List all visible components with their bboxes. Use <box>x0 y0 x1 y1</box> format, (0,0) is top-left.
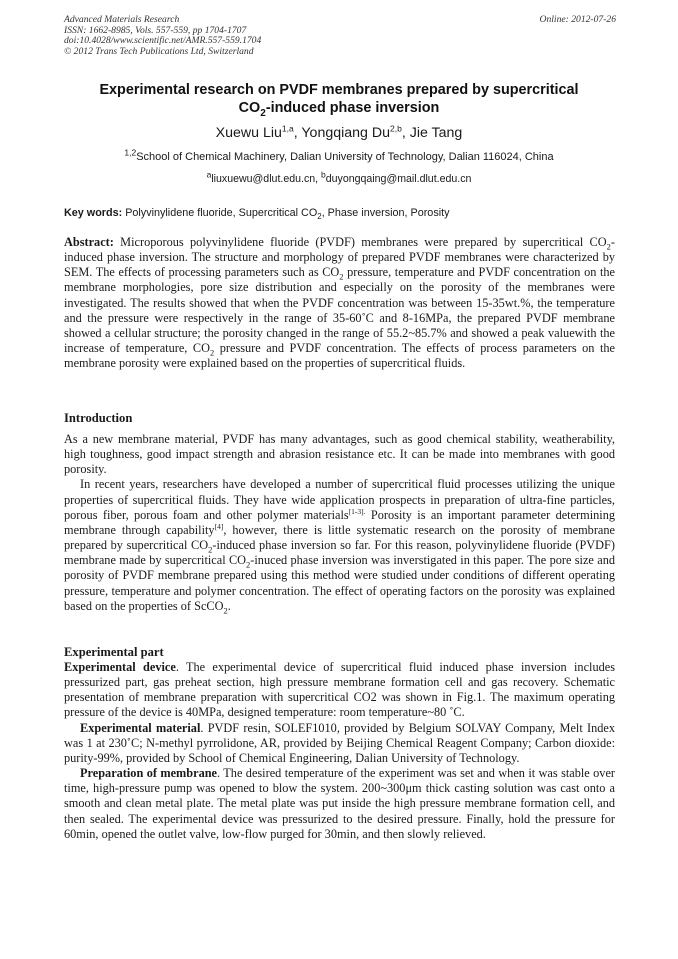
affiliation-text: School of Chemical Machinery, Dalian University of Technology, Dalian 116024, China <box>136 151 554 163</box>
abstract-text-4: pressure and PVDF concentration. The effects of process parameters on the membrane porosity were explained based on the properties of supercritical fluids. <box>64 341 616 371</box>
subscript: 2 <box>209 347 215 358</box>
title-line-1: Experimental research on PVDF membranes prepared by supercritical <box>99 82 579 98</box>
device-label: Experimental device <box>64 660 176 674</box>
author-1-mark: 1,a <box>281 123 294 134</box>
abstract-text-2: -induced phase inversion. The structure and morphology of prepared PVDF membranes were characterized by SEM. The effects of processing parameters such as CO <box>64 235 615 280</box>
material-text: . PVDF resin, SOLEF1010, provided by Belgium SOLVAY Company, Melt Index was 1 at 230˚C; N-methyl pyrrolidone, AR, provided by Beijing Chemical Reagent Company; Carbon dioxide: purity-99%, provided by School of Chemical Engineering, Dalian University of Technology. <box>64 720 615 765</box>
author-list <box>50 124 628 142</box>
preparation-paragraph <box>64 766 615 842</box>
author-separator: , <box>293 125 302 141</box>
intro-text-b: Porosity is an important parameter determining membrane through capability <box>64 507 615 537</box>
intro-paragraph-1: As a new membrane material, PVDF has many advantages, such as good chemical stability, weatherability, high toughness, good impact strength and abrasion resistance etc. It can be made into membranes with good porosity. <box>64 432 615 477</box>
intro-paragraph-2 <box>64 477 615 616</box>
experimental-heading: Experimental part <box>64 645 164 659</box>
email-b: duyongqaing@mail.dlut.edu.cn <box>325 173 472 185</box>
subscript: 2 <box>606 241 611 252</box>
abstract-text-3: pressure, temperature and PVDF concentration on the membrane morphologies, pore size distribution and especially on the porosity of the membranes were investigated. The results showed that when the PVDF concentration was between 15-35wt.%, the temperature and the pressure were respectively in the range of 35-60˚C and 8-16MPa, the prepared PVDF membrane showed a cellular structure; the porosity changed in the range of 55.2~85.7% and showed a peak valuewith the increase of temperature, CO <box>64 265 615 356</box>
journal-header <box>64 15 616 57</box>
online-date: Online: 2012-07-26 <box>539 14 616 25</box>
intro-text-e: -inuced phase inversion was inverstigated in this paper. The pore size and porosity of PVDF membrane prepared using this method were studied under conditions of different operating pressure, temperature and polymer concentration. The effect of operating factors on the porosity was explained based on the properties of ScCO <box>64 553 615 613</box>
email-b-mark: b <box>321 169 326 180</box>
affiliation <box>50 147 628 164</box>
preparation-text: . The desired temperature of the experiment was set and when it was stable over time, high-pressure pump was opened to blow the system. 200~300μm thick casting solution was cast onto a smooth and clean metal plate. The metal plate was put inside the high pressure membrane formation cell, and then sealed. The experimental device was pressurized to the desired pressure. Finally, hold the pressure for 60min, opened the outlet valve, low-flow purged for 30min, and then slowly relieved. <box>64 766 615 841</box>
title-line-2 <box>50 99 628 117</box>
subscript: 2 <box>223 605 228 616</box>
experimental-section <box>64 645 615 842</box>
keywords-subscript: 2 <box>317 212 322 222</box>
title-rest: -induced phase inversion <box>265 100 440 116</box>
abstract-paragraph <box>64 235 615 371</box>
title-co: CO <box>238 100 261 116</box>
intro-text-a: In recent years, researchers have developed a number of supercritical fluid processes utilizing the unique properties of supercritical fluids. They have wide application prospects in preparation of ultra-fine particles, porous fiber, porous foam and other polymer materials <box>64 477 615 522</box>
abstract <box>64 235 615 371</box>
issn-line: ISSN: 1662-8985, Vols. 557-559, pp 1704-1707 <box>64 24 247 36</box>
abstract-text-1: Microporous polyvinylidene fluoride (PVDF) membranes were prepared by supercritical CO <box>113 235 607 249</box>
keywords-text-end: , Phase inversion, Porosity <box>321 207 450 219</box>
author-2-mark: 2,b <box>390 123 402 134</box>
journal-name: Advanced Materials Research <box>64 14 180 25</box>
email-a-mark: a <box>206 169 212 180</box>
author-separator: , <box>401 125 410 141</box>
device-text: . The experimental device of supercritical fluid induced phase inversion includes pressurized part, gas preheat section, high pressure membrane formation cell and gas recovery. Schematic presentation of membrane preparation with supercritical CO2 was shown in Fig.1. The maximum operating pressure of the device is 40MPa, designed temperature: room temperature~80 ˚C. <box>64 660 615 720</box>
citation-ref: [4] <box>214 521 224 531</box>
intro-text-d: -induced phase inversion so far. For this reason, polyvinylidene fluoride (PVDF) membrane made by supercritical CO <box>64 538 615 568</box>
intro-text-f: . <box>227 598 231 613</box>
subscript: 2 <box>208 544 213 555</box>
device-paragraph <box>64 660 615 721</box>
introduction-section <box>64 411 615 614</box>
copyright-line: © 2012 Trans Tech Publications Ltd, Switzerland <box>64 45 254 57</box>
subscript: 2 <box>339 271 344 282</box>
keywords-label: Key words: <box>64 207 123 219</box>
author-1: Xuewu Liu <box>215 125 282 141</box>
keywords <box>64 206 616 220</box>
intro-text-c: , however, there is little systematic research on the porosity of membrane prepared by supercritical CO <box>64 522 615 553</box>
material-label: Experimental material <box>80 720 201 735</box>
doi-line: doi:10.4028/www.scientific.net/AMR.557-559.1704 <box>64 35 262 47</box>
citation-ref: [1-3]. <box>348 506 366 516</box>
introduction-heading: Introduction <box>64 411 133 425</box>
keywords-text: Polyvinylidene fluoride, Supercritical CO <box>122 207 318 219</box>
email-line <box>50 169 628 186</box>
subscript: 2 <box>246 559 251 570</box>
abstract-label: Abstract: <box>64 235 114 249</box>
author-3: Jie Tang <box>409 125 463 141</box>
paper-title <box>50 81 628 117</box>
email-a: liuxuewu@dlut.edu.cn, <box>211 173 322 185</box>
title-subscript: 2 <box>260 107 266 119</box>
author-2: Yongqiang Du <box>301 125 391 141</box>
preparation-label: Preparation of membrane <box>80 766 218 781</box>
affiliation-mark: 1,2 <box>124 147 137 158</box>
material-paragraph <box>64 721 615 766</box>
